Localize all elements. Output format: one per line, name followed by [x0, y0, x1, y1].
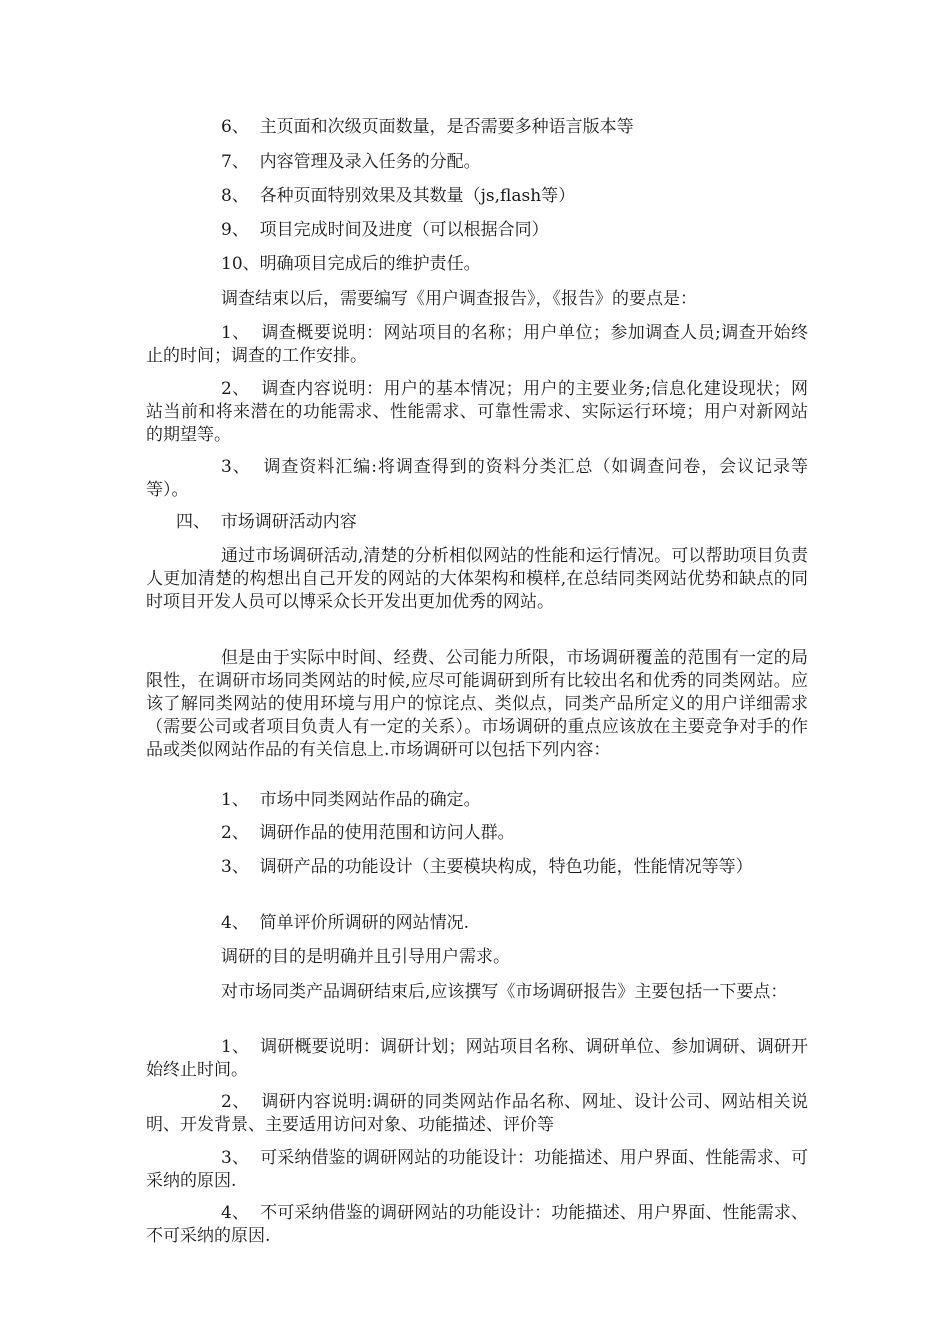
list-item: 4、 不可采纳借鉴的调研网站的功能设计：功能描述、用户界面、性能需求、不可采纳的原因.	[146, 1203, 808, 1246]
list-item: 9、 项目完成时间及进度（可以根据合同）	[221, 220, 549, 240]
list-item: 6、 主页面和次级页面数量，是否需要多种语言版本等	[221, 117, 634, 137]
paragraph: 但是由于实际中时间、经费、公司能力所限，市场调研覆盖的范围有一定的局限性，在调研市场同类网站的时候,应尽可能调研到所有比较出名和优秀的同类网站。应该了解同类网站的使用环境与用户的惊诧点、类似点，同类产品所定义的用户详细需求（需要公司或者项目负责人有一定的关系）。市场调研的重点应该放在主要竞争对手的作品或类似网站作品的有关信息上.市场调研可以包括下列内容：	[146, 648, 808, 760]
section-heading: 四、 市场调研活动内容	[176, 512, 357, 532]
list-item: 2、 调研作品的使用范围和访问人群。	[221, 823, 515, 843]
list-item: 8、 各种页面特别效果及其数量（js,flash等）	[221, 186, 576, 206]
list-item: 4、 简单评价所调研的网站情况.	[221, 913, 470, 933]
list-item: 1、 市场中同类网站作品的确定。	[221, 790, 481, 810]
paragraph: 通过市场调研活动,清楚的分析相似网站的性能和运行情况。可以帮助项目负责人更加清楚的构想出自己开发的网站的大体架构和模样,在总结同类网站优势和缺点的同时项目开发人员可以博采众长开发出更加优秀的网站。	[146, 546, 808, 612]
list-item: 2、 调研内容说明:调研的同类网站作品名称、网址、设计公司、网站相关说明、开发背景、主要适用访问对象、功能描述、评价等	[146, 1092, 808, 1135]
list-item: 3、 调查资料汇编:将调查得到的资料分类汇总（如调查问卷，会议记录等等）。	[146, 457, 808, 500]
list-item: 1、 调查概要说明：网站项目的名称；用户单位；参加调查人员;调查开始终止的时间；调查的工作安排。	[146, 323, 808, 366]
list-item: 3、 可采纳借鉴的调研网站的功能设计：功能描述、用户界面、性能需求、可采纳的原因.	[146, 1148, 808, 1191]
list-item: 10、明确项目完成后的维护责任。	[221, 254, 481, 274]
list-item: 2、 调查内容说明：用户的基本情况；用户的主要业务;信息化建设现状；网站当前和将来潜在的功能需求、性能需求、可靠性需求、实际运行环境；用户对新网站的期望等。	[146, 379, 808, 445]
paragraph: 对市场同类产品调研结束后,应该撰写《市场调研报告》主要包括一下要点：	[221, 982, 788, 1002]
list-item: 3、 调研产品的功能设计（主要模块构成，特色功能，性能情况等等）	[221, 857, 753, 877]
list-item: 7、 内容管理及录入任务的分配。	[221, 152, 481, 172]
paragraph: 调研的目的是明确并且引导用户需求。	[221, 947, 510, 967]
paragraph: 调查结束以后，需要编写《用户调查报告》，《报告》的要点是：	[221, 289, 697, 309]
list-item: 1、 调研概要说明：调研计划；网站项目名称、调研单位、参加调研、调研开始终止时间。	[146, 1037, 808, 1080]
